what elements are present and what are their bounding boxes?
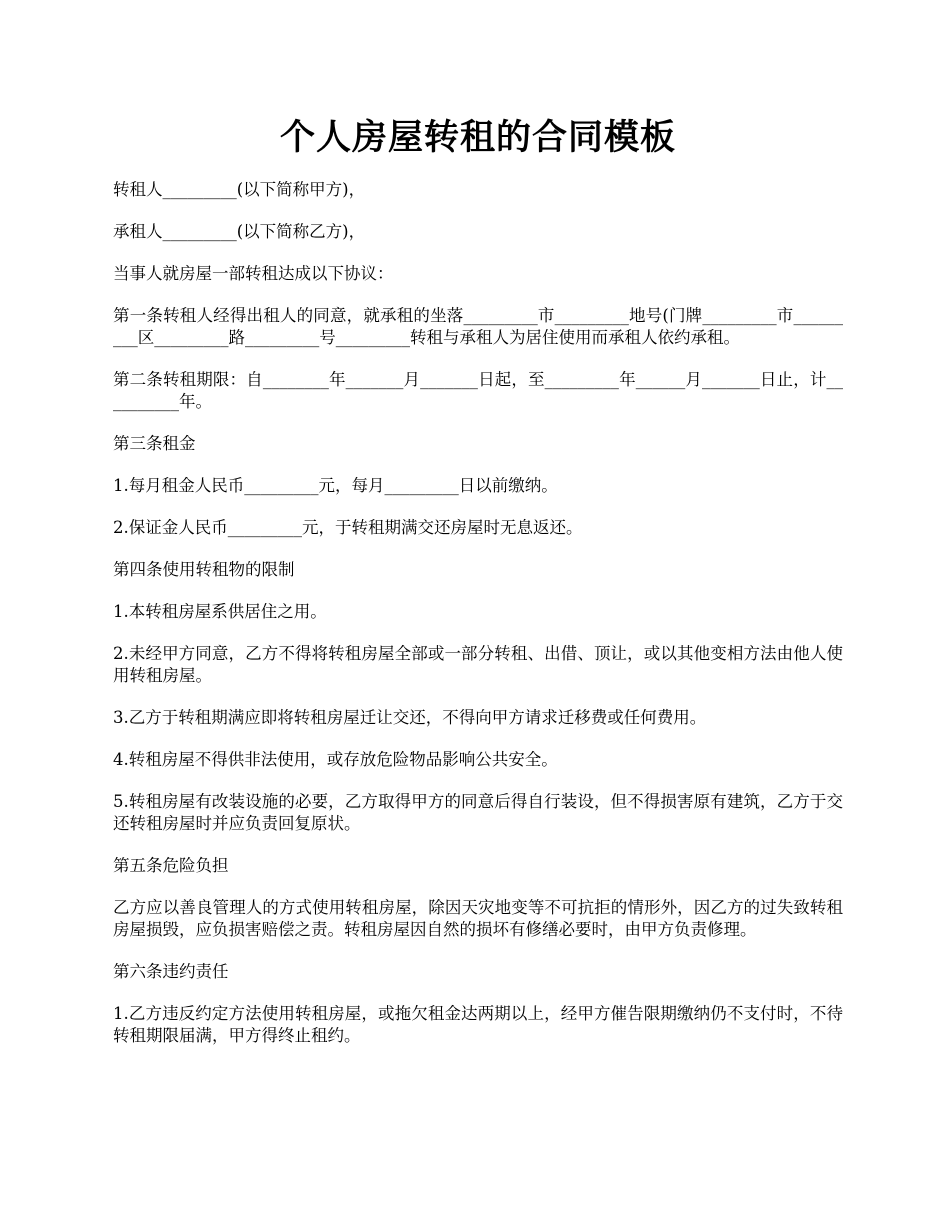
document-body (113, 179, 843, 1047)
document-page (113, 0, 843, 1067)
article-4-heading: 第四条使用转租物的限制 (113, 560, 295, 579)
article-3-clause-1: 1.每月租金人民币_________元，每月_________日以前缴纳。 (113, 476, 558, 495)
article-4-clause-4: 4.转租房屋不得供非法使用，或存放危险物品影响公共安全。 (113, 750, 558, 769)
article-4-clause-3: 3.乙方于转租期满应即将转租房屋迁让交还，不得向甲方请求迁移费或任何费用。 (113, 708, 707, 727)
article-4-clause-5: 5.转租房屋有改装设施的必要，乙方取得甲方的同意后得自行装设，但不得损害原有建筑，乙方于交还转租房屋时并应负责回复原状。 (113, 792, 843, 833)
article-2-term: 第二条转租期限：自________年_______月_______日起，至_________年______月_______日止，计__________年。 (113, 370, 843, 411)
article-4-clause-2: 2.未经甲方同意，乙方不得将转租房屋全部或一部分转租、出借、顶让，或以其他变相方法由他人使用转租房屋。 (113, 644, 843, 685)
party-b-line: 承租人_________(以下简称乙方)， (113, 222, 366, 241)
article-6-heading: 第六条违约责任 (113, 962, 229, 981)
party-a-line: 转租人_________(以下简称甲方)， (113, 180, 366, 199)
article-4-clause-1: 1.本转租房屋系供居住之用。 (113, 602, 327, 621)
article-5-heading: 第五条危险负担 (113, 856, 229, 875)
article-3-heading: 第三条租金 (113, 434, 196, 453)
article-1-premises: 第一条转租人经得出租人的同意，就承租的坐落_________市_________地号(门牌_________市_________区_________路_________号_________转租与承租人为居住使用而承租人依约承租。 (113, 306, 843, 347)
document-title: 个人房屋转租的合同模板 (279, 117, 676, 158)
article-3-clause-2: 2.保证金人民币_________元，于转租期满交还房屋时无息返还。 (113, 518, 583, 537)
article-6-clause-1: 1.乙方违反约定方法使用转租房屋，或拖欠租金达两期以上，经甲方催告限期缴纳仍不支付时，不待转租期限届满，甲方得终止租约。 (113, 1004, 843, 1045)
agreement-intro: 当事人就房屋一部转租达成以下协议： (113, 264, 394, 283)
article-5-body: 乙方应以善良管理人的方式使用转租房屋，除因天灾地变等不可抗拒的情形外，因乙方的过失致转租房屋损毁，应负损害赔偿之责。转租房屋因自然的损坏有修缮必要时，由甲方负责修理。 (113, 898, 843, 939)
